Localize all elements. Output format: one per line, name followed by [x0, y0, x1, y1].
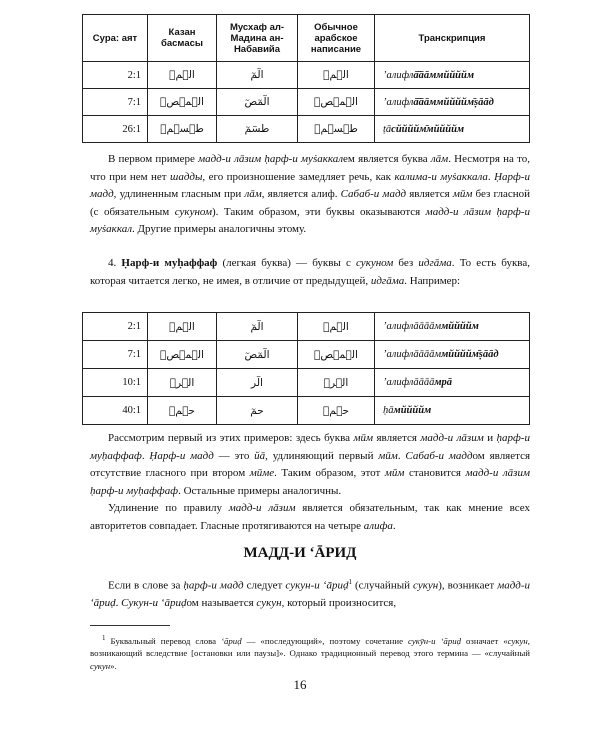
table-row: [83, 313, 530, 341]
footnote-divider: [90, 625, 170, 626]
footnote: $^1$ Буквальный перевод слова ʻāриḍ — «последующий», поэтому сочетание сукӯн-и ʻāриḍ означает «сукун, возникающий вследствие [остановки или паузы]». Однако традиционный перевод этого термина — «случайный сукун».: [90, 634, 530, 671]
paragraph-madd-arid: Если в слове за ḥарф-и мадд следует сукун-и ʻāриḍ$^1$ (случайный сукун), возникает мадд-и ʻāриḍ. Сукун-и ʻāриḍом называется сукун, который произносится,: [90, 578, 530, 610]
header-transcription: Транскрипция: [375, 15, 530, 62]
arabic-common-cell: الۤمۤ: [298, 313, 375, 341]
arabic-common-cell: الۤرۤ: [298, 369, 375, 397]
table-row: [83, 62, 530, 89]
section-heading: МАДД-И ʻĀРИД: [243, 545, 357, 561]
table-row: [83, 341, 530, 369]
arabic-kazan-cell: طۤسۤمۤ: [148, 116, 217, 143]
transcription-cell: ʼалифлāāāāммййййм̄ṣāāд: [375, 341, 530, 369]
arabic-mushaf-cell: حمٓ: [217, 397, 298, 425]
paragraph-harf-muhaffaf: 4. Ḥарф-и муḥаффаф (легкая буква) — буквы с сукуном без идгāма. То есть буква, которая читается легко, не имея, в отличие от предыдущей, идгāма. Например:: [90, 257, 530, 287]
transcription-cell: ṭāсййййм̄мййййм: [375, 116, 530, 143]
transcription-table-1: [82, 14, 530, 143]
sura-ayat-cell: 10:1: [83, 369, 148, 397]
table-row: [83, 116, 530, 143]
table-row: [83, 397, 530, 425]
page-number: 16: [293, 677, 307, 692]
arabic-kazan-cell: حۤمۤ: [148, 397, 217, 425]
arabic-kazan-cell: الۤمۤ: [148, 62, 217, 89]
paragraph-first-example: Рассмотрим первый из этих примеров: здесь буква мūм является мадд-и лāзим и ḥарф-и муḥаффаф. Ḥарф-и мадд — это йā, удлиняющий первый мūм. Сабаб-и маддом является отсутствие гласного при втором мūме. Таким образом, этот мūм становится мадд-и лāзим ḥарф-и муḥаффаф. Остальные примеры аналогичны.: [90, 432, 531, 497]
sura-ayat-cell: 26:1: [83, 116, 148, 143]
arabic-kazan-cell: الۤمۤصۤ: [148, 89, 217, 116]
arabic-mushaf-cell: الٓمٓصٓ: [217, 341, 298, 369]
sura-ayat-cell: 7:1: [83, 89, 148, 116]
transcription-table-2: [82, 312, 530, 425]
transcription-cell: ʼалифлāāāāммййййм: [375, 313, 530, 341]
arabic-kazan-cell: الۤرۤ: [148, 369, 217, 397]
transcription-cell: ḥāмййййм: [375, 397, 530, 425]
table-row: [83, 369, 530, 397]
arabic-common-cell: حۤمۤ: [298, 397, 375, 425]
arabic-mushaf-cell: الٓر: [217, 369, 298, 397]
arabic-mushaf-cell: الٓمٓ: [217, 62, 298, 89]
arabic-common-cell: الۤمۤصۤ: [298, 341, 375, 369]
arabic-kazan-cell: الۤمۤ: [148, 313, 217, 341]
sura-ayat-cell: 2:1: [83, 313, 148, 341]
transcription-cell: ʼалифлā̄āāммййййм̄ṣāāд: [375, 89, 530, 116]
arabic-kazan-cell: الۤمۤصۤ: [148, 341, 217, 369]
header-common: Обычное арабское написание: [298, 15, 375, 62]
paragraph-madd-lazim-musakkal: В первом примере мадд-и лāзим ḥарф-и муṡаккалем является буква лāм. Несмотря на то, что при нем нет шадды, его произношение замедляет речь, как калима-и муṡаккала. Ḥарф-и мадд, удлиненным гласным при лāм, является алиф. Сабаб-и мадд является мūм без гласной (с обязательным сукуном). Таким образом, эти буквы оказываются мадд-и лāзим ḥарф-и муṡаккал. Другие примеры аналогичны этому.: [90, 153, 531, 235]
table-header-row: [83, 15, 530, 62]
arabic-common-cell: طۤسۤمۤ: [298, 116, 375, 143]
arabic-common-cell: الۤمۤصۤ: [298, 89, 375, 116]
table-row: [83, 89, 530, 116]
sura-ayat-cell: 2:1: [83, 62, 148, 89]
sura-ayat-cell: 40:1: [83, 397, 148, 425]
header-mushaf: Мусхаф ал-Мадина ан-Набавийа: [217, 15, 298, 62]
transcription-cell: ʼалифлāāāāмрā: [375, 369, 530, 397]
sura-ayat-cell: 7:1: [83, 341, 148, 369]
header-kazan: Казан басмасы: [148, 15, 217, 62]
footnote-ref[interactable]: 1: [348, 578, 352, 586]
arabic-common-cell: الۤمۤ: [298, 62, 375, 89]
arabic-mushaf-cell: الٓمٓ: [217, 313, 298, 341]
arabic-mushaf-cell: الٓمٓصٓ: [217, 89, 298, 116]
arabic-mushaf-cell: طسٓمٓ: [217, 116, 298, 143]
header-sura-ayat: Сура: аят: [83, 15, 148, 62]
paragraph-lengthening: Удлинение по правилу мадд-и лāзим является обязательным, так как мнение всех авторитетов совпадает. Гласные протягиваются на четыре алифа.: [90, 502, 530, 532]
transcription-cell: ʼалифлā̄āāммййййм: [375, 62, 530, 89]
